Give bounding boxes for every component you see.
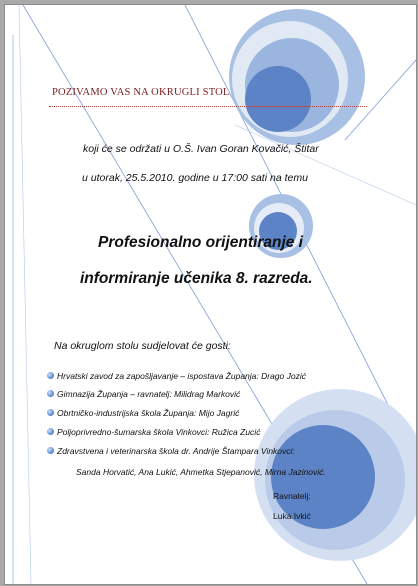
bullet-icon xyxy=(47,372,54,379)
topic-title-line-2: informiranje učenika 8. razreda. xyxy=(80,270,313,287)
guest-continuation: Sanda Horvatić, Ana Lukić, Ahmetka Stjepanović, Mirna Jazinović. xyxy=(76,467,326,477)
bullet-icon xyxy=(47,409,54,416)
header-divider xyxy=(49,106,367,107)
signature-name: Luka Ivkić xyxy=(273,511,311,521)
topic-title-line-1: Profesionalno orijentiranje i xyxy=(98,234,303,251)
guests-intro: Na okruglom stolu sudjelovat će gosti: xyxy=(54,340,231,352)
guest-text: Obrtničko-industrijska škola Županja: Mijo Jagrić xyxy=(57,408,240,418)
list-item xyxy=(57,371,306,381)
document-page xyxy=(4,4,417,585)
bullet-icon xyxy=(47,447,54,454)
signature-role: Ravnatelj: xyxy=(273,491,311,501)
list-item xyxy=(57,446,295,456)
bullet-icon xyxy=(47,428,54,435)
guest-text: Hrvatski zavod za zapošljavanje – ispostava Županja: Drago Jozić xyxy=(57,371,306,381)
list-item xyxy=(57,427,260,437)
list-item xyxy=(57,408,239,418)
event-location-line: koji će se održati u O.Š. Ivan Goran Kovačić, Štitar xyxy=(83,143,319,155)
guest-text: Zdravstvena i veterinarska škola dr. Andrije Štampara Vinkovci: xyxy=(57,446,295,456)
bullet-icon xyxy=(47,390,54,397)
list-item xyxy=(57,389,240,399)
left-margin-line-2 xyxy=(19,5,31,584)
top-right-circles xyxy=(229,9,365,145)
guest-text: Poljoprivredno-šumarska škola Vinkovci: Ružica Zucić xyxy=(57,427,261,437)
guest-text: Gimnazija Županja – ravnatelj: Milidrag Marković xyxy=(57,389,241,399)
invitation-header: POZIVAMO VAS NA OKRUGLI STOL xyxy=(52,87,230,98)
event-date-line: u utorak, 25.5.2010. godine u 17:00 sati na temu xyxy=(82,172,308,184)
